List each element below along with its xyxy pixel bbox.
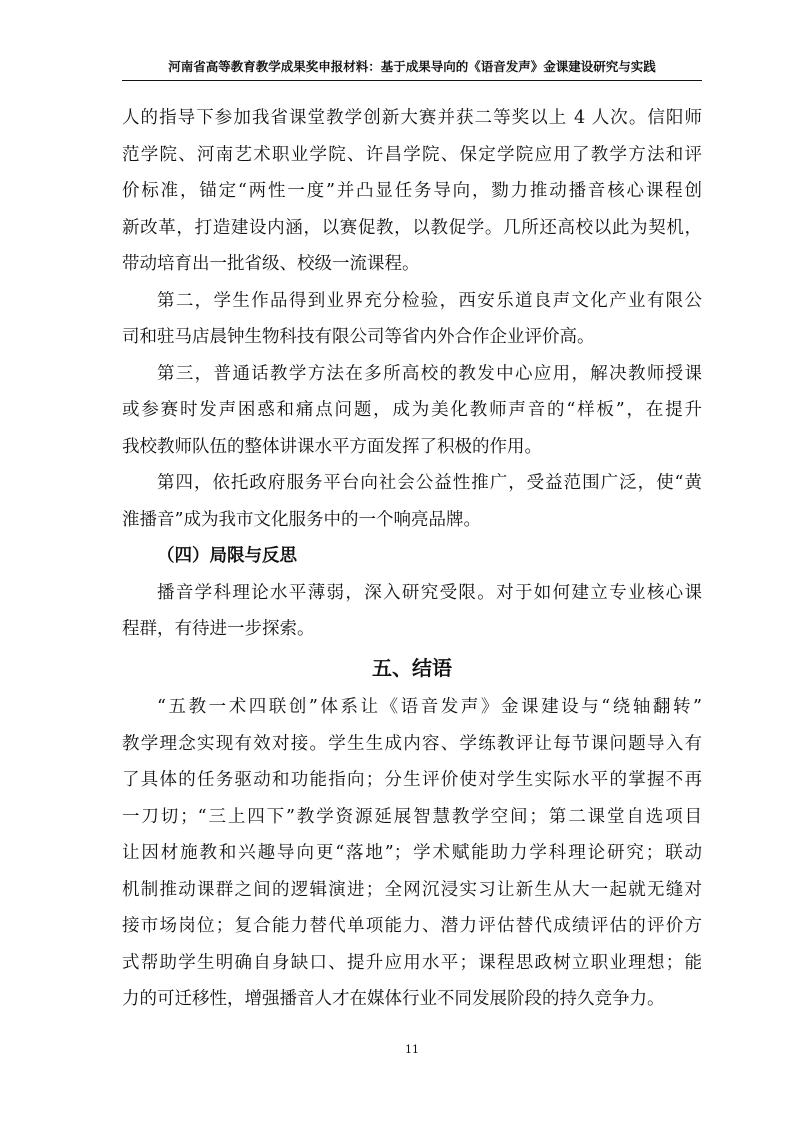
lower-body bbox=[122, 689, 702, 1018]
paragraph-line: 第二，学生作品得到业界充分检验，西安乐道良声文化产业有限公 bbox=[157, 290, 702, 311]
paragraph-line: 教学理念实现有效对接。学生生成内容、学练教评让每节课问题导入有 bbox=[122, 733, 702, 754]
paragraph-line: 第四，依托政府服务平台向社会公益性推广，受益范围广泛，使“黄 bbox=[157, 473, 702, 493]
paragraph-line: 让因材施教和兴趣导向更“落地”；学术赋能助力学科理论研究；联动 bbox=[122, 843, 702, 863]
paragraph-line: 机制推动课群之间的逻辑演进；全网沉浸实习让新生从大一起就无缝对 bbox=[122, 879, 702, 900]
paragraph-line: 第三，普通话教学方法在多所高校的教发中心应用，解决教师授课 bbox=[157, 363, 702, 384]
paragraph-line: 价标准，锚定“两性一度”并凸显任务导向，勠力推动播音核心课程创 bbox=[122, 181, 702, 201]
paragraph-line: 带动培育出一批省级、校级一流课程。 bbox=[122, 254, 420, 274]
paragraph-line: 人的指导下参加我省课堂教学创新大赛并获二等奖以上 4 人次。信阳师 bbox=[122, 108, 702, 128]
paragraph-line: 播音学科理论水平薄弱，深入研究受限。对于如何建立专业核心课 bbox=[157, 582, 702, 603]
paragraph-line: 我校教师队伍的整体讲课水平方面发挥了积极的作用。 bbox=[122, 436, 542, 457]
upper-body bbox=[122, 100, 702, 648]
paragraph-line: 程群，有待进一步探索。 bbox=[122, 619, 315, 639]
paragraph-line: 式帮助学生明确自身缺口、提升应用水平；课程思政树立职业理想；能 bbox=[122, 952, 702, 973]
paragraph-line: 范学院、河南艺术职业学院、许昌学院、保定学院应用了教学方法和评 bbox=[122, 144, 702, 165]
paragraph-line: 新改革，打造建设内涵，以赛促教，以教促学。几所还高校以此为契机， bbox=[122, 217, 702, 238]
paragraph-line: 或参赛时发声困惑和痛点问题，成为美化教师声音的“样板”，在提升 bbox=[122, 400, 702, 420]
paragraph-line: 淮播音”成为我市文化服务中的一个响亮品牌。 bbox=[122, 509, 481, 530]
paragraph-line: “五教一术四联创”体系让《语音发声》金课建设与“绕轴翻转” bbox=[157, 697, 702, 717]
running-header: 河南省高等教育教学成果奖申报材料：基于成果导向的《语音发声》金课建设研究与实践 bbox=[168, 59, 656, 74]
paragraph-line: 一刀切；“三上四下”教学资源延展智慧教学空间；第二课堂自选项目 bbox=[122, 806, 702, 827]
page-number: 11 bbox=[405, 1043, 419, 1056]
paragraph-line: 司和驻马店晨钟生物科技有限公司等省内外合作企业评价高。 bbox=[122, 327, 595, 347]
paragraph-line: 了具体的任务驱动和功能指向；分生评价使对学生实际水平的掌握不再 bbox=[122, 770, 702, 790]
header-divider bbox=[122, 80, 702, 81]
paragraph-line: 接市场岗位；复合能力替代单项能力、潜力评估替代成绩评估的评价方 bbox=[122, 916, 702, 936]
subsection-heading: （四）局限与反思 bbox=[157, 546, 297, 566]
section-title: 五、结语 bbox=[372, 656, 452, 680]
paragraph-line: 力的可迁移性，增强播音人才在媒体行业不同发展阶段的持久竞争力。 bbox=[122, 989, 665, 1009]
